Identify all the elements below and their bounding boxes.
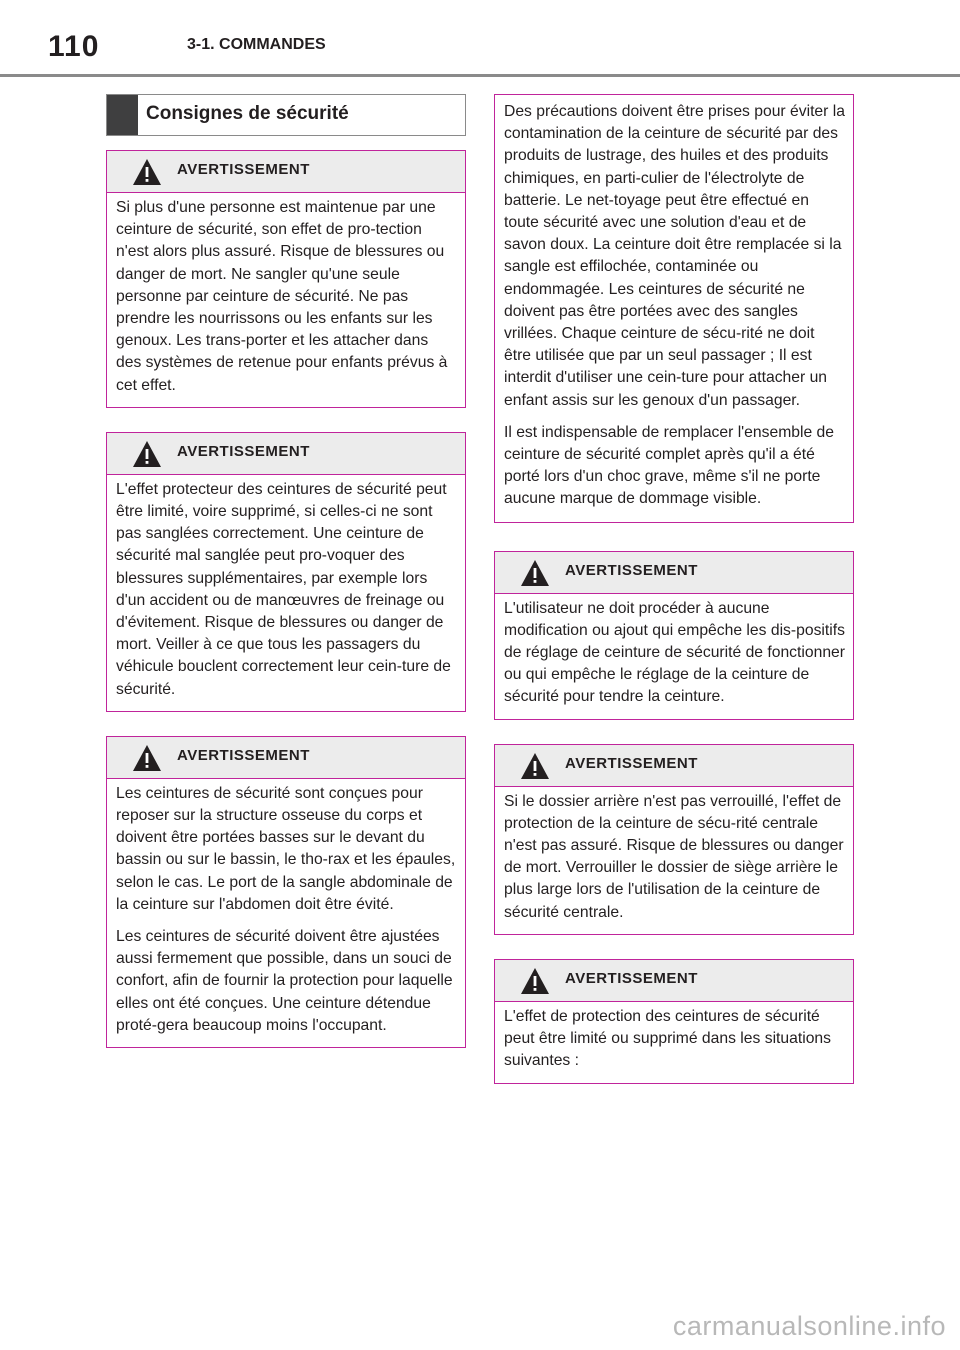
right-column [494, 94, 854, 1108]
chapter-title: 3-1. COMMANDES [187, 36, 326, 53]
continued-text-box [494, 94, 854, 523]
warning-title: AVERTISSEMENT [565, 561, 698, 579]
section-heading-bar [107, 95, 138, 135]
warning-box [494, 959, 854, 1084]
warning-triangle-icon [131, 439, 163, 469]
warning-header [107, 737, 465, 779]
watermark: carmanualsonline.info [672, 1311, 946, 1341]
warning-body [107, 779, 465, 1047]
warning-box [494, 744, 854, 935]
warning-box [106, 150, 466, 408]
page-header [0, 0, 960, 78]
warning-triangle-icon [519, 558, 551, 588]
left-warning-list [106, 150, 466, 1048]
right-warning-list [494, 551, 854, 1084]
warning-paragraph: L'effet protecteur des ceintures de sécurité peut être limité, voire supprimé, si celles-ci ne sont pas sanglées correctement. Une ceinture de sécurité mal sanglée peut pro-voquer des blessures supplémentaires, par exemple lors d'un accident ou de manœuvres de freinage ou d'évitement. Risque de blessures ou danger de mort. Veiller à ce que tous les passagers du véhicule bouclent correctement leur cein-ture de sécurité. [116, 480, 451, 698]
warning-title: AVERTISSEMENT [177, 746, 310, 764]
header-divider [0, 74, 960, 77]
warning-body [107, 475, 465, 711]
warning-header [495, 960, 853, 1002]
warning-triangle-icon [519, 966, 551, 996]
warning-triangle-icon [519, 751, 551, 781]
warning-header [107, 433, 465, 475]
warning-body [495, 787, 853, 934]
warning-paragraph: Les ceintures de sécurité doivent être ajustées aussi fermement que possible, dans un souci de confort, afin de fournir la protection pour laquelle elles ont été conçues. Une ceinture détendue proté-gera beaucoup moins l'occupant. [116, 928, 453, 1034]
warning-title: AVERTISSEMENT [177, 161, 310, 178]
warning-header [495, 745, 853, 787]
warning-body [495, 594, 853, 719]
warning-paragraph: Si le dossier arrière n'est pas verrouillé, l'effet de protection de la ceinture de sécu-rité centrale n'est pas assuré. Risque de blessures ou danger de mort. Verrouiller le dossier de siège arrière le plus large lors de l'utilisation de la ceinture de sécurité centrale. [504, 792, 844, 921]
warning-box [494, 551, 854, 720]
warning-title: AVERTISSEMENT [565, 969, 698, 987]
warning-paragraph: L'effet de protection des ceintures de sécurité peut être limité ou supprimé dans les situations suivantes : [504, 1007, 831, 1070]
continued-paragraph: Des précautions doivent être prises pour éviter la contamination de la ceinture de sécurité par des produits de lustrage, des huiles et des produits chimiques, en parti-culier de l'électrolyte de batterie. Le net-toyage peut être effectué en toute sécurité avec une solution d'eau et de savon doux. La ceinture doit être remplacée si la sangle est effilochée, contaminée ou endommagée. Les ceintures de sécurité ne doivent pas être portées avec des sangles vrillées. Chaque ceinture de sécu-rité ne doit être utilisée que par un seul passager ; Il est interdit d'utiliser une cein-ture pour attacher un enfant assis sur les genoux d'un passager. [504, 103, 845, 409]
warning-triangle-icon [131, 743, 163, 773]
section-title: Consignes de sécurité [146, 103, 349, 124]
left-column [106, 94, 466, 1072]
section-heading [106, 94, 466, 136]
warning-title: AVERTISSEMENT [177, 442, 310, 460]
continued-paragraph: Il est indispensable de remplacer l'ensemble de ceinture de sécurité complet après qu'il a été porté lors d'un choc grave, même s'il ne porte aucune marque de dommage visible. [504, 423, 835, 508]
warning-box [106, 432, 466, 712]
warning-triangle-icon [131, 157, 163, 187]
warning-header [495, 552, 853, 594]
warning-box [106, 736, 466, 1048]
warning-paragraph: L'utilisateur ne doit procéder à aucune modification ou ajout qui empêche les dis-positifs de réglage de ceinture de sécurité de fonctionner ou qui empêche le réglage de la ceinture de sécurité pour tendre la ceinture. [504, 599, 845, 706]
warning-title: AVERTISSEMENT [565, 754, 698, 772]
warning-body [107, 193, 465, 407]
warning-paragraph: Si plus d'une personne est maintenue par une ceinture de sécurité, son effet de pro-tection n'est alors plus assuré. Risque de blessures ou danger de mort. Ne sangler qu'une seule personne par ceinture de sécurité. Ne pas prendre les nourrissons ou les enfants sur les genoux. Les trans-porter et les attacher dans des systèmes de retenue pour enfants prévus à cet effet. [116, 199, 448, 394]
warning-header [107, 151, 465, 193]
page-number: 110 [48, 30, 100, 63]
warning-body [495, 1002, 853, 1083]
warning-paragraph: Les ceintures de sécurité sont conçues pour reposer sur la structure osseuse du corps et doivent être portées basses sur le devant du bassin ou sur le bassin, le tho-rax et les épaules, selon le cas. Le port de la sangle abdominale de la ceinture sur l'abdomen doit être évité. [116, 784, 456, 913]
